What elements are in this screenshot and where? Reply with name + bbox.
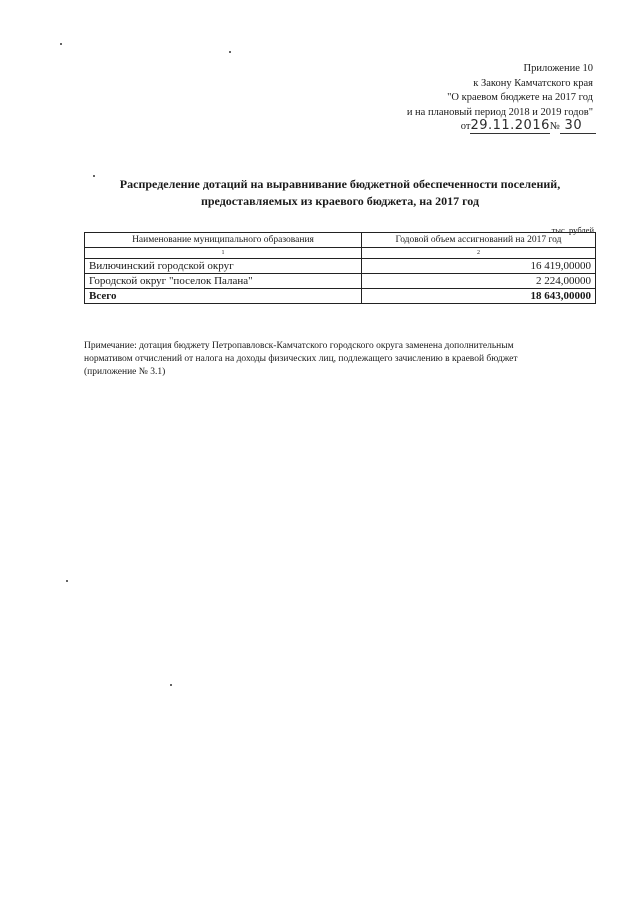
municipality-name: Городской округ "поселок Палана" xyxy=(85,274,362,289)
appendix-line: и на плановый период 2018 и 2019 годов" xyxy=(406,106,593,118)
date-prefix: от xyxy=(460,121,471,132)
scan-speck xyxy=(66,580,68,582)
scan-speck xyxy=(170,684,172,686)
footnote-line: Примечание: дотация бюджету Петропавловск-Камчатского городского округа заменена дополнительным xyxy=(84,341,514,351)
law-date: 29.11.2016 xyxy=(470,118,550,133)
units-label: тыс. рублей xyxy=(551,225,594,235)
column-header-name: Наименование муниципального образования xyxy=(85,233,362,248)
table-header-row xyxy=(85,233,596,248)
document-title xyxy=(96,176,584,210)
appendix-line: "О краевом бюджете на 2017 год xyxy=(447,92,593,103)
column-number: 1 xyxy=(85,248,362,259)
municipality-name: Вилючинский городской округ xyxy=(85,259,362,274)
column-number-row xyxy=(85,248,596,259)
total-label: Всего xyxy=(85,289,362,304)
total-value: 18 643,00000 xyxy=(362,289,596,304)
law-number xyxy=(560,118,596,134)
title-line: предоставляемых из краевого бюджета, на 2017 год xyxy=(200,194,480,208)
amount-value: 2 224,00000 xyxy=(362,274,596,289)
column-number: 2 xyxy=(362,248,596,259)
law-number-value: 30 xyxy=(564,118,583,133)
footnote-line: нормативом отчислений от налога на доходы физических лиц, подлежащего зачислению в краевой бюджет xyxy=(84,354,518,364)
scan-speck xyxy=(229,51,231,53)
number-prefix: № xyxy=(549,121,560,132)
appendix-line: к Закону Камчатского края xyxy=(473,77,593,89)
column-header-amount: Годовой объем ассигнований на 2017 год xyxy=(362,233,596,248)
footnote xyxy=(84,340,584,379)
table-row xyxy=(85,274,596,289)
total-row xyxy=(85,289,596,304)
appendix-line: Приложение 10 xyxy=(523,63,593,74)
subsidy-table xyxy=(84,232,596,304)
law-date-number xyxy=(461,118,596,133)
title-line: Распределение дотаций на выравнивание бюджетной обеспеченности поселений, xyxy=(119,177,561,191)
scan-speck xyxy=(93,175,95,177)
scan-speck xyxy=(60,43,62,45)
appendix-header xyxy=(407,62,593,120)
footnote-line: (приложение № 3.1) xyxy=(84,367,166,377)
amount-value: 16 419,00000 xyxy=(362,259,596,274)
table-row xyxy=(85,259,596,274)
